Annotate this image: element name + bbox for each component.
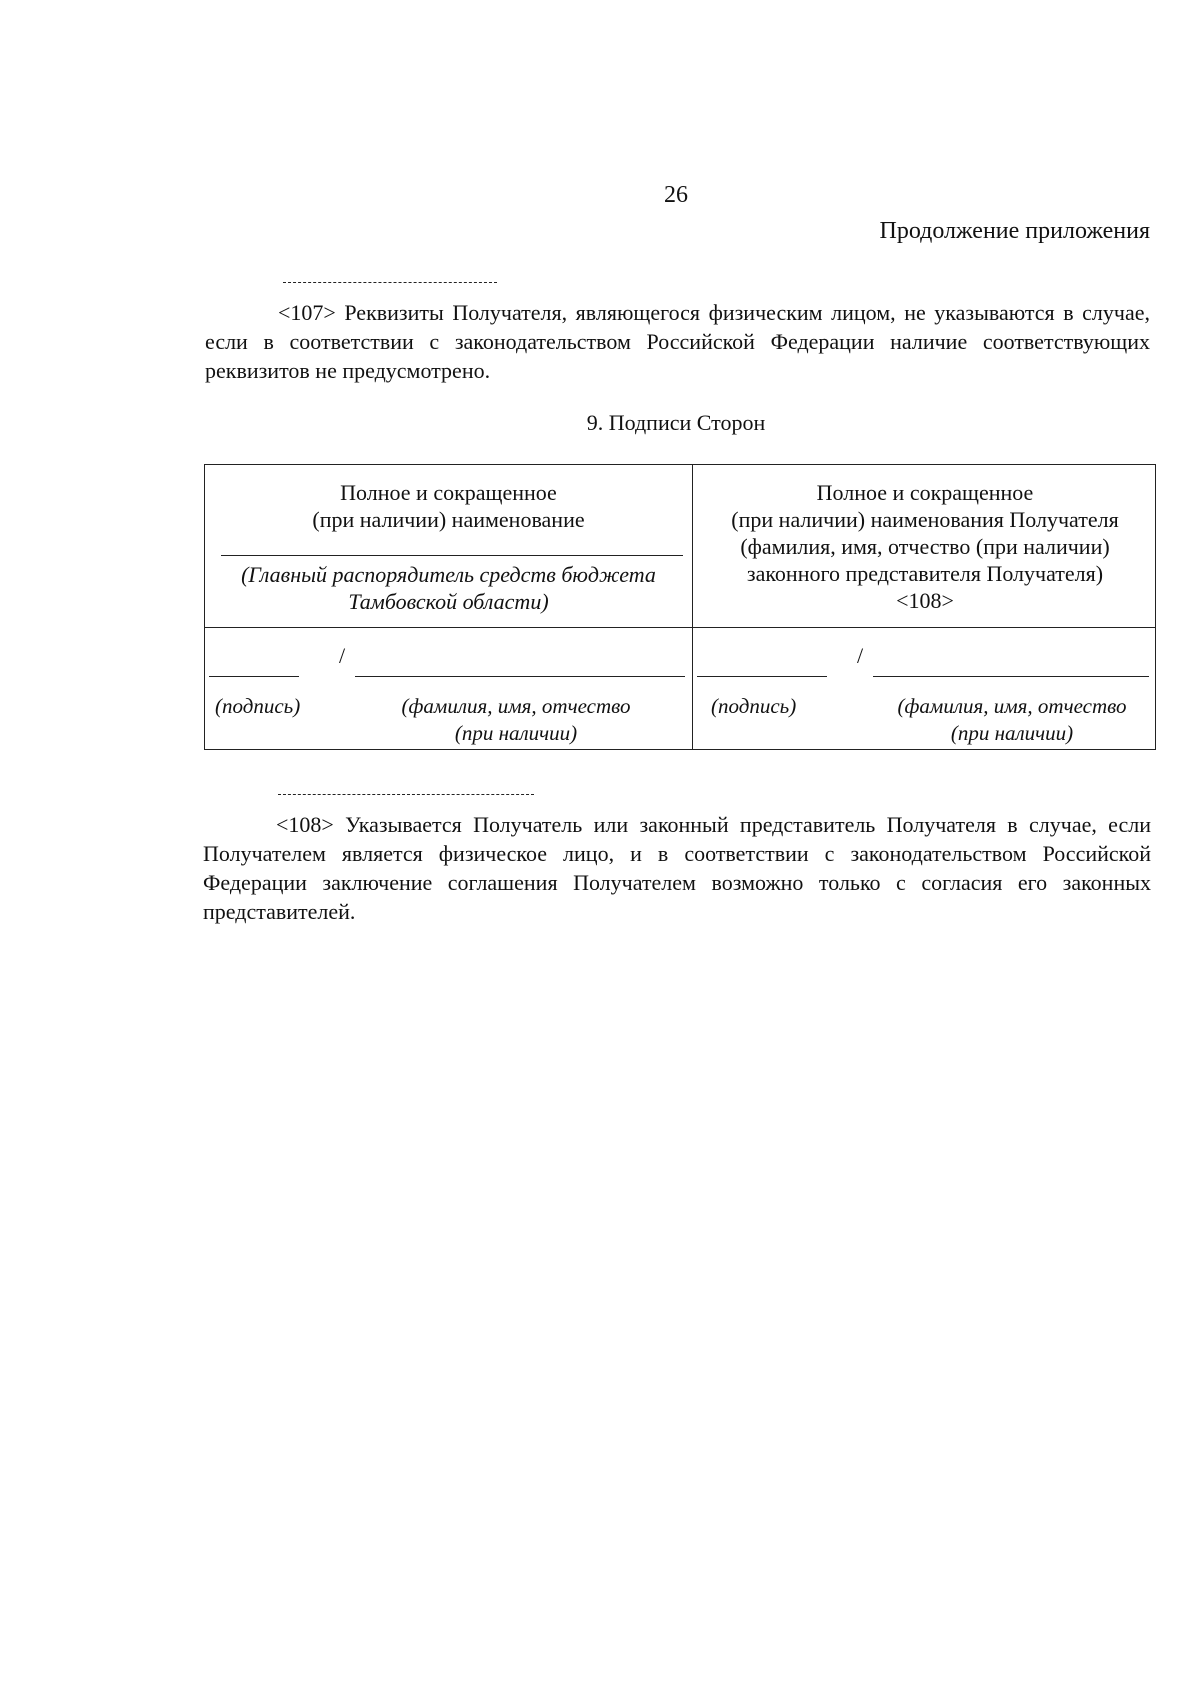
right-party-heading	[699, 479, 1151, 614]
left-signature-line	[209, 676, 299, 677]
left-name-line	[355, 676, 685, 677]
right-heading-line: (при наличии) наименования Получателя	[731, 507, 1119, 532]
footnote-107	[205, 298, 1150, 385]
section-title: 9. Подписи Сторон	[586, 410, 766, 435]
right-name-label	[873, 693, 1151, 747]
signature-table	[204, 464, 1156, 750]
footnote-separator	[278, 794, 534, 795]
left-party-subtitle	[211, 561, 686, 615]
left-party-heading	[211, 479, 686, 533]
footnote-107-text: <107> Реквизиты Получателя, являющегося физическим лицом, не указываются в случае, если в соответствии с законодательством Российской Федерации наличие соответствующих реквизитов не предусмотрено.	[205, 300, 1150, 383]
right-name-line	[873, 676, 1149, 677]
right-heading-line: (фамилия, имя, отчество (при наличии)	[740, 534, 1110, 559]
left-heading-line: (при наличии) наименование	[312, 507, 585, 532]
right-heading-line: законного представителя Получателя)	[746, 561, 1104, 586]
left-name-label	[381, 693, 651, 747]
left-name-blank-line	[221, 555, 683, 556]
right-name-label-line: (фамилия, имя, отчество	[897, 694, 1127, 718]
left-slash: /	[339, 643, 346, 668]
footnote-108-text: <108> Указывается Получатель или законный представитель Получателя в случае, если Получателем является физическое лицо, и в соответствии с законодательством Российской Федерации заключение соглашения Получателем возможно только с согласия его законных представителей.	[203, 812, 1151, 924]
right-signature-line	[697, 676, 827, 677]
right-name-label-line: (при наличии)	[950, 721, 1074, 745]
left-heading-line: Полное и сокращенное	[340, 480, 557, 505]
table-column-divider	[692, 465, 693, 749]
right-heading-line: Полное и сокращенное	[816, 480, 1034, 505]
footnote-separator	[283, 282, 497, 283]
left-sub-line: Тамбовской области)	[348, 589, 549, 614]
table-row-divider	[205, 627, 1155, 628]
left-name-label-line: (фамилия, имя, отчество	[401, 694, 631, 718]
page-number: 26	[664, 182, 688, 208]
right-signature-label: (подпись)	[711, 694, 797, 718]
right-heading-line: <108>	[896, 588, 954, 613]
right-slash: /	[857, 643, 864, 668]
left-signature-label: (подпись)	[215, 694, 301, 718]
continuation-label: Продолжение приложения	[879, 218, 1150, 244]
left-sub-line: (Главный распорядитель средств бюджета	[241, 562, 656, 587]
left-name-label-line: (при наличии)	[454, 721, 578, 745]
footnote-108	[203, 810, 1151, 926]
